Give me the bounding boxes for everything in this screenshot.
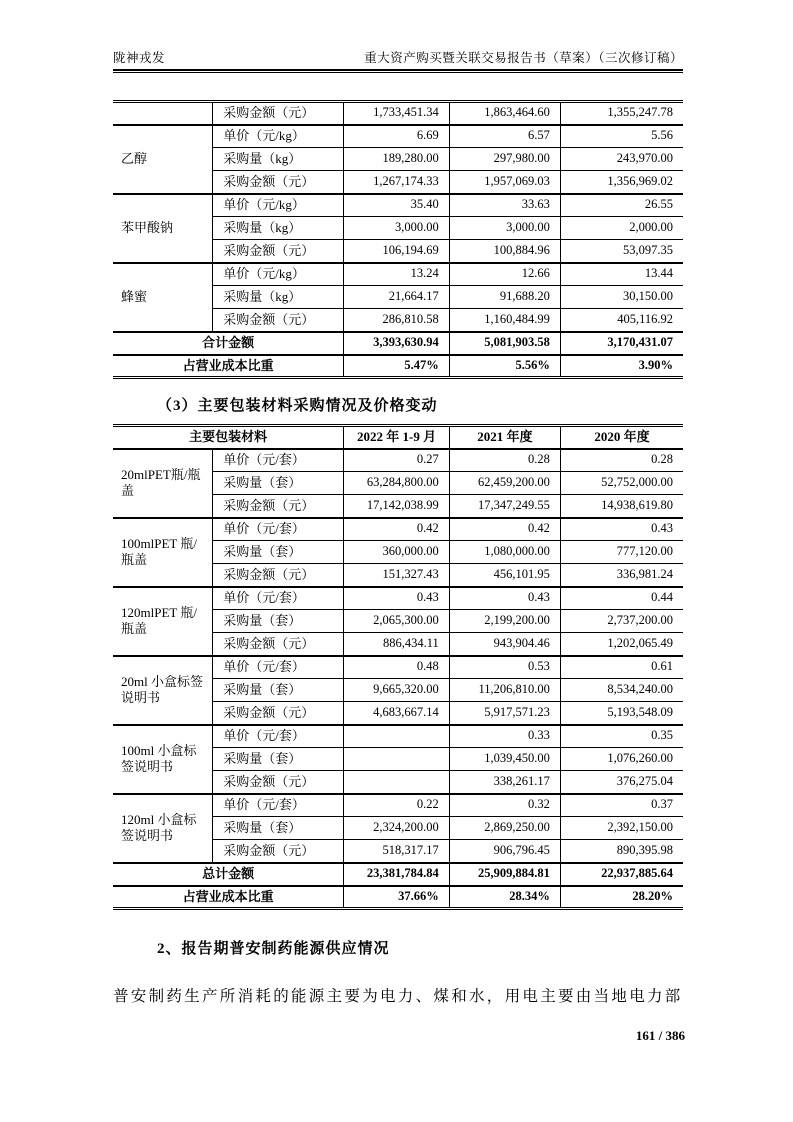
value-cell: [344, 725, 449, 748]
value-cell: 0.61: [560, 656, 683, 679]
value-cell: 0.43: [344, 587, 449, 610]
total-value-cell: 28.20%: [560, 886, 683, 909]
table-row: [113, 332, 683, 355]
material-name-cell: [113, 102, 213, 125]
value-cell: 0.44: [560, 587, 683, 610]
metric-label-cell: 单价（元/kg）: [213, 125, 344, 148]
total-value-cell: 23,381,784.84: [344, 863, 449, 886]
sub-heading: 2、报告期普安制药能源供应情况: [157, 941, 390, 957]
column-header: 2020 年度: [560, 426, 683, 449]
value-cell: 0.22: [344, 794, 449, 817]
value-cell: 5.56: [560, 125, 683, 148]
metric-label-cell: 单价（元/套）: [213, 518, 344, 541]
table-row: [113, 863, 683, 886]
value-cell: 2,869,250.00: [449, 817, 560, 840]
total-value-cell: 3.90%: [560, 355, 683, 378]
value-cell: 1,076,260.00: [560, 748, 683, 771]
value-cell: 52,752,000.00: [560, 472, 683, 495]
material-name-cell: 100mlPET 瓶/瓶盖: [113, 518, 213, 587]
value-cell: 297,980.00: [449, 148, 560, 171]
value-cell: 890,395.98: [560, 840, 683, 863]
table-row: [113, 449, 683, 472]
body-paragraph: 普安制药生产所消耗的能源主要为电力、煤和水，用电主要由当地电力部: [113, 988, 683, 1005]
value-cell: 0.42: [449, 518, 560, 541]
metric-label-cell: 采购金额（元）: [213, 840, 344, 863]
value-cell: 2,324,200.00: [344, 817, 449, 840]
metric-label-cell: 采购量（套）: [213, 748, 344, 771]
total-value-cell: 28.34%: [449, 886, 560, 909]
value-cell: 2,392,150.00: [560, 817, 683, 840]
value-cell: 151,327.43: [344, 564, 449, 587]
table-row: [113, 656, 683, 679]
raw-materials-table: [113, 100, 683, 379]
header-company-name: 陇神戎发: [113, 51, 166, 65]
value-cell: 6.57: [449, 125, 560, 148]
table-row: [113, 725, 683, 748]
value-cell: 1,356,969.02: [560, 171, 683, 194]
value-cell: 0.28: [560, 449, 683, 472]
value-cell: 360,000.00: [344, 541, 449, 564]
table-row: [113, 587, 683, 610]
value-cell: 13.24: [344, 263, 449, 286]
total-label-cell: 占营业成本比重: [113, 355, 344, 378]
value-cell: 3,000.00: [344, 217, 449, 240]
metric-label-cell: 采购量（套）: [213, 610, 344, 633]
value-cell: 6.69: [344, 125, 449, 148]
value-cell: 286,810.58: [344, 309, 449, 332]
value-cell: 0.53: [449, 656, 560, 679]
value-cell: 63,284,800.00: [344, 472, 449, 495]
value-cell: 26.55: [560, 194, 683, 217]
value-cell: 17,142,038.99: [344, 495, 449, 518]
value-cell: 2,737,200.00: [560, 610, 683, 633]
value-cell: 33.63: [449, 194, 560, 217]
value-cell: 13.44: [560, 263, 683, 286]
metric-label-cell: 采购金额（元）: [213, 309, 344, 332]
metric-label-cell: 采购量（kg）: [213, 148, 344, 171]
value-cell: 1,080,000.00: [449, 541, 560, 564]
metric-label-cell: 采购金额（元）: [213, 102, 344, 125]
table-row: [113, 794, 683, 817]
value-cell: 3,000.00: [449, 217, 560, 240]
metric-label-cell: 采购金额（元）: [213, 171, 344, 194]
value-cell: [344, 771, 449, 794]
value-cell: 886,434.11: [344, 633, 449, 656]
value-cell: 91,688.20: [449, 286, 560, 309]
table-row: [113, 194, 683, 217]
value-cell: 336,981.24: [560, 564, 683, 587]
value-cell: 8,534,240.00: [560, 679, 683, 702]
value-cell: 0.32: [449, 794, 560, 817]
total-value-cell: 5.56%: [449, 355, 560, 378]
value-cell: 0.33: [449, 725, 560, 748]
value-cell: 0.28: [449, 449, 560, 472]
header-document-title: 重大资产购买暨关联交易报告书（草案）（三次修订稿）: [364, 51, 683, 65]
metric-label-cell: 采购量（套）: [213, 817, 344, 840]
material-name-cell: 100ml 小盒标签说明书: [113, 725, 213, 794]
value-cell: 12.66: [449, 263, 560, 286]
value-cell: 243,970.00: [560, 148, 683, 171]
value-cell: 11,206,810.00: [449, 679, 560, 702]
value-cell: 17,347,249.55: [449, 495, 560, 518]
value-cell: 0.43: [560, 518, 683, 541]
total-value-cell: 25,909,884.81: [449, 863, 560, 886]
header-rule: [113, 69, 683, 73]
metric-label-cell: 采购金额（元）: [213, 240, 344, 263]
section-heading: （3）主要包装材料采购情况及价格变动: [157, 398, 438, 414]
document-header: [113, 0, 683, 66]
column-header: 主要包装材料: [113, 426, 344, 449]
metric-label-cell: 采购量（套）: [213, 472, 344, 495]
value-cell: 1,733,451.34: [344, 102, 449, 125]
value-cell: 106,194.69: [344, 240, 449, 263]
table-row: [113, 355, 683, 378]
metric-label-cell: 采购量（套）: [213, 679, 344, 702]
total-value-cell: 3,393,630.94: [344, 332, 449, 355]
metric-label-cell: 采购金额（元）: [213, 564, 344, 587]
value-cell: 1,355,247.78: [560, 102, 683, 125]
metric-label-cell: 采购金额（元）: [213, 771, 344, 794]
page-number: 161 / 386: [635, 1028, 685, 1043]
value-cell: 53,097.35: [560, 240, 683, 263]
material-name-cell: 120ml 小盒标签说明书: [113, 794, 213, 863]
value-cell: 35.40: [344, 194, 449, 217]
table-row: [113, 518, 683, 541]
material-name-cell: 20mlPET瓶/瓶盖: [113, 449, 213, 518]
packaging-materials-table: [113, 424, 683, 910]
table-row: [113, 263, 683, 286]
value-cell: 518,317.17: [344, 840, 449, 863]
metric-label-cell: 单价（元/套）: [213, 449, 344, 472]
value-cell: 1,863,464.60: [449, 102, 560, 125]
metric-label-cell: 单价（元/套）: [213, 656, 344, 679]
metric-label-cell: 采购量（套）: [213, 541, 344, 564]
value-cell: 189,280.00: [344, 148, 449, 171]
value-cell: 338,261.17: [449, 771, 560, 794]
value-cell: 9,665,320.00: [344, 679, 449, 702]
value-cell: 0.27: [344, 449, 449, 472]
total-value-cell: 37.66%: [344, 886, 449, 909]
material-name-cell: 蜂蜜: [113, 263, 213, 332]
value-cell: 0.48: [344, 656, 449, 679]
table-header-row: [113, 426, 683, 449]
total-label-cell: 总计金额: [113, 863, 344, 886]
value-cell: 777,120.00: [560, 541, 683, 564]
value-cell: 2,065,300.00: [344, 610, 449, 633]
value-cell: 2,000.00: [560, 217, 683, 240]
value-cell: 1,039,450.00: [449, 748, 560, 771]
table-row: [113, 125, 683, 148]
value-cell: 5,917,571.23: [449, 702, 560, 725]
metric-label-cell: 采购量（kg）: [213, 286, 344, 309]
value-cell: 906,796.45: [449, 840, 560, 863]
metric-label-cell: 单价（元/kg）: [213, 263, 344, 286]
metric-label-cell: 采购金额（元）: [213, 633, 344, 656]
metric-label-cell: 单价（元/套）: [213, 587, 344, 610]
value-cell: 1,267,174.33: [344, 171, 449, 194]
value-cell: 376,275.04: [560, 771, 683, 794]
material-name-cell: 乙醇: [113, 125, 213, 194]
value-cell: 943,904.46: [449, 633, 560, 656]
metric-label-cell: 单价（元/kg）: [213, 194, 344, 217]
metric-label-cell: 单价（元/套）: [213, 725, 344, 748]
total-value-cell: 22,937,885.64: [560, 863, 683, 886]
metric-label-cell: 单价（元/套）: [213, 794, 344, 817]
metric-label-cell: 采购量（kg）: [213, 217, 344, 240]
value-cell: 62,459,200.00: [449, 472, 560, 495]
value-cell: 0.37: [560, 794, 683, 817]
total-value-cell: 5.47%: [344, 355, 449, 378]
value-cell: 4,683,667.14: [344, 702, 449, 725]
value-cell: 0.35: [560, 725, 683, 748]
value-cell: 456,101.95: [449, 564, 560, 587]
column-header: 2021 年度: [449, 426, 560, 449]
value-cell: 1,160,484.99: [449, 309, 560, 332]
value-cell: 405,116.92: [560, 309, 683, 332]
value-cell: 21,664.17: [344, 286, 449, 309]
value-cell: 1,957,069.03: [449, 171, 560, 194]
value-cell: 30,150.00: [560, 286, 683, 309]
value-cell: 0.43: [449, 587, 560, 610]
material-name-cell: 苯甲酸钠: [113, 194, 213, 263]
table-row: [113, 886, 683, 909]
total-value-cell: 5,081,903.58: [449, 332, 560, 355]
column-header: 2022 年 1-9 月: [344, 426, 449, 449]
total-value-cell: 3,170,431.07: [560, 332, 683, 355]
table-row: [113, 102, 683, 125]
value-cell: 0.42: [344, 518, 449, 541]
total-label-cell: 占营业成本比重: [113, 886, 344, 909]
value-cell: 2,199,200.00: [449, 610, 560, 633]
value-cell: 100,884.96: [449, 240, 560, 263]
value-cell: 1,202,065.49: [560, 633, 683, 656]
value-cell: [344, 748, 449, 771]
value-cell: 14,938,619.80: [560, 495, 683, 518]
value-cell: 5,193,548.09: [560, 702, 683, 725]
metric-label-cell: 采购金额（元）: [213, 702, 344, 725]
material-name-cell: 20ml 小盒标签说明书: [113, 656, 213, 725]
material-name-cell: 120mlPET 瓶/瓶盖: [113, 587, 213, 656]
metric-label-cell: 采购金额（元）: [213, 495, 344, 518]
total-label-cell: 合计金额: [113, 332, 344, 355]
